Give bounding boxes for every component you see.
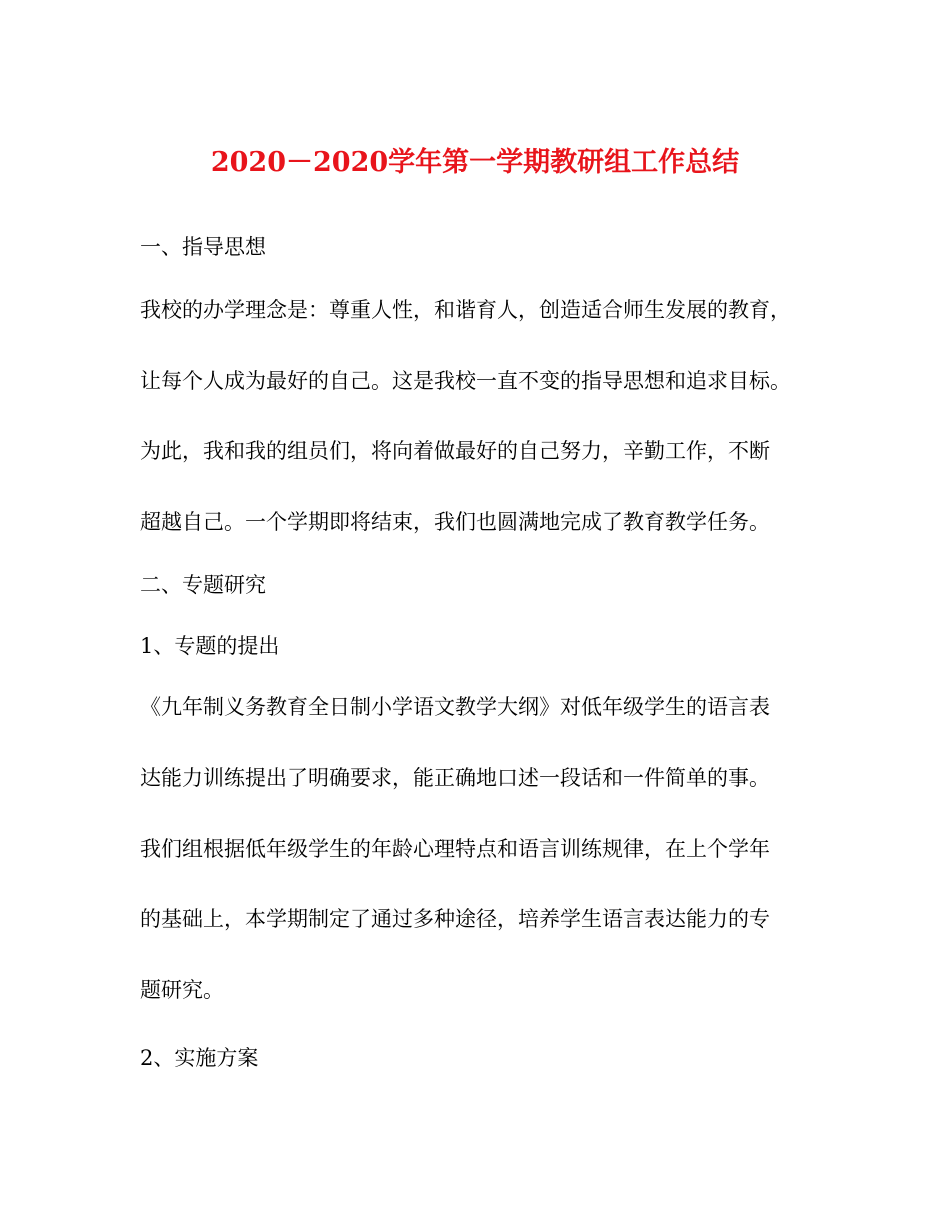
document-title: 2020－2020学年第一学期教研组工作总结 (210, 147, 740, 178)
subsection-heading-proposal: 1、专题的提出 (140, 634, 280, 658)
paragraph-line: 题研究。 (140, 978, 224, 1002)
paragraph-line: 为此，我和我的组员们，将向着做最好的自己努力，辛勤工作，不断 (140, 439, 770, 463)
paragraph-line: 超越自己。一个学期即将结束，我们也圆满地完成了教育教学任务。 (140, 510, 770, 534)
paragraph-line: 的基础上，本学期制定了通过多种途径，培养学生语言表达能力的专 (140, 907, 770, 931)
section-heading-guiding-thought: 一、指导思想 (140, 235, 266, 259)
paragraph-line: 我校的办学理念是：尊重人性，和谐育人，创造适合师生发展的教育， (140, 298, 791, 322)
paragraph-line: 《九年制义务教育全日制小学语文教学大纲》对低年级学生的语言表 (140, 695, 770, 719)
subsection-heading-implementation-plan: 2、实施方案 (140, 1046, 259, 1070)
section-heading-special-research: 二、专题研究 (140, 573, 266, 597)
paragraph-line: 达能力训练提出了明确要求，能正确地口述一段话和一件简单的事。 (140, 766, 770, 790)
paragraph-line: 让每个人成为最好的自己。这是我校一直不变的指导思想和追求目标。 (140, 369, 791, 393)
paragraph-line: 我们组根据低年级学生的年龄心理特点和语言训练规律，在上个学年 (140, 837, 770, 861)
